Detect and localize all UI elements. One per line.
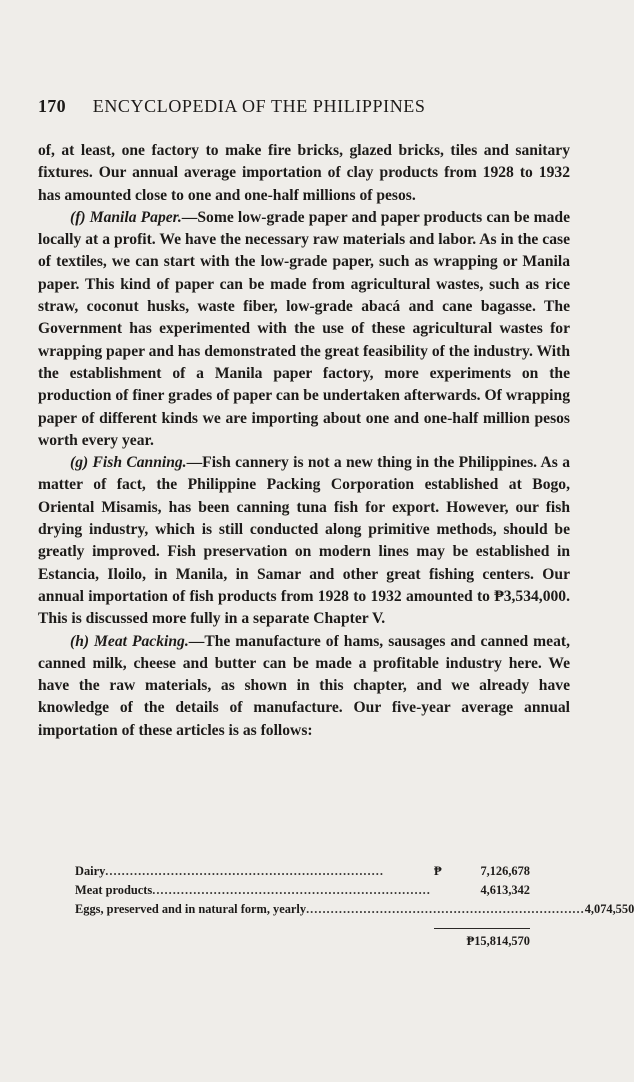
section-label: (g) Fish Canning. bbox=[70, 454, 187, 472]
table-row bbox=[75, 862, 530, 881]
table-row bbox=[75, 881, 530, 900]
dot-leader: .................................................................... bbox=[105, 864, 384, 878]
dot-leader: .................................................................... bbox=[152, 883, 431, 897]
paragraph-clay-products bbox=[38, 140, 570, 207]
paragraph-fish-canning bbox=[38, 452, 570, 630]
page-header bbox=[38, 96, 578, 117]
table-item: Meat products bbox=[75, 883, 153, 897]
paragraph-manila-paper bbox=[38, 207, 570, 452]
currency-symbol: ₱ bbox=[434, 864, 442, 878]
table-amount: 4,613,342 bbox=[480, 883, 530, 897]
page-number: 170 bbox=[38, 96, 66, 116]
paragraph-text: —Some low-grade paper and paper products can be made locally at a profit. We have the necessary raw materials and labor. As in the case of textiles, we can start with the low-grade paper, such as wrapping or Manila paper. This kind of paper can be made from agricultural wastes, such as rice straw, coconut husks, waste fiber, low-grade abacá and cane bagasse. The Government has experimented with the use of these agricultural wastes for wrapping paper and has demonstrated the great feasibility of the industry. With the establishment of a Manila paper factory, more experiments on the production of finer grades of paper can be undertaken afterwards. Of wrapping paper of different kinds we are importing about one and one-half million pesos worth every year. bbox=[38, 208, 570, 449]
paragraph-meat-packing bbox=[38, 631, 570, 742]
table-amount: 4,074,550 bbox=[584, 902, 634, 916]
section-label: (f) Manila Paper. bbox=[70, 208, 182, 226]
paragraph-text: of, at least, one factory to make fire bricks, glazed bricks, tiles and sanitary fixtures. Our annual average importation of clay products from 1928 to 1932 has amounted close to one and one-half millions of pesos. bbox=[38, 142, 570, 204]
table-amount: 7,126,678 bbox=[480, 864, 530, 878]
paragraph-text: —The manufacture of hams, sausages and canned meat, canned milk, cheese and butter can be made a profitable industry here. We have the raw materials, as shown in this chapter, and we already have knowledge of the details of manufacture. Our five-year average annual importation of these articles is as follows: bbox=[38, 632, 570, 739]
paragraph-text: —Fish cannery is not a new thing in the Philippines. As a matter of fact, the Philippine Packing Corporation established at Bogo, Oriental Misamis, has been canning tuna fish for export. However, our fish drying industry, which is still conducted along primitive methods, should be greatly improved. Fish preservation on modern lines may be established in Estancia, Iloilo, in Manila, in Samar and other great fishing centers. Our annual importation of fish products from 1928 to 1932 amounted to ₱3,534,000. This is discussed more fully in a separate Chapter V. bbox=[38, 454, 571, 628]
table-total-row bbox=[75, 928, 530, 951]
running-title: ENCYCLOPEDIA OF THE PHILIPPINES bbox=[92, 96, 426, 116]
importation-table bbox=[75, 862, 634, 951]
table-row bbox=[75, 900, 634, 919]
section-label: (h) Meat Packing. bbox=[70, 632, 189, 650]
dot-leader: .................................................................... bbox=[306, 902, 585, 916]
table-item: Dairy bbox=[75, 864, 106, 878]
page-body bbox=[38, 140, 570, 742]
table-item: Eggs, preserved and in natural form, yearly bbox=[75, 902, 307, 916]
table-total: ₱15,814,570 bbox=[434, 928, 530, 951]
